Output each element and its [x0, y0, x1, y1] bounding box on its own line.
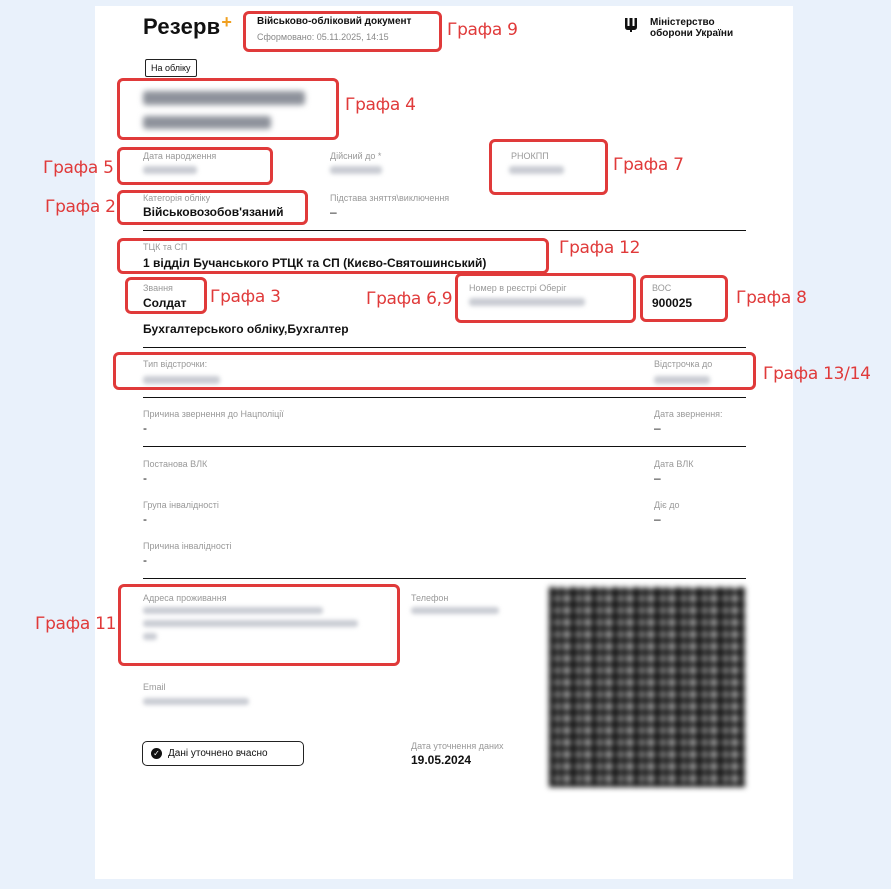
- annotation-grafa-11: Графа 11: [35, 614, 117, 634]
- police-reason-value: -: [143, 421, 147, 435]
- disability-group-label: Група інвалідності: [143, 500, 219, 510]
- valid-until-label: Дійсний до *: [330, 151, 382, 161]
- tck-label: ТЦК та СП: [143, 242, 188, 252]
- vlk-decision-label: Постанова ВЛК: [143, 459, 208, 469]
- mark-box-1314: [113, 352, 756, 390]
- mark-box-69: [455, 273, 636, 323]
- phone-label: Телефон: [411, 593, 449, 603]
- annotation-grafa-8: Графа 8: [736, 288, 807, 308]
- rank-label: Звання: [143, 283, 173, 293]
- document-title: Військово-обліковий документ: [257, 16, 412, 27]
- mark-box-7: [489, 139, 608, 195]
- mark-box-2: [117, 190, 308, 225]
- reserv-logo: Резерв+: [143, 12, 233, 39]
- mark-box-8: [640, 275, 728, 322]
- email-value: [143, 698, 249, 705]
- rnokpp-label: РНОКПП: [511, 151, 549, 161]
- annotation-grafa-69: Графа 6,9: [366, 289, 453, 309]
- disability-group-value: -: [143, 512, 147, 526]
- deferral-type-label: Тип відстрочки:: [143, 359, 208, 369]
- vos-value: 900025: [652, 296, 693, 310]
- refine-date-label: Дата уточнення даних: [411, 741, 504, 751]
- mark-box-4: [117, 78, 339, 140]
- trident-icon: [624, 17, 638, 32]
- ministry-name: Міністерство оборони України: [650, 17, 734, 39]
- refine-date-value: 19.05.2024: [411, 753, 472, 767]
- qr-code: [549, 587, 745, 787]
- data-refined-badge[interactable]: [142, 741, 304, 766]
- appeal-date-label: Дата звернення:: [654, 409, 723, 419]
- address-label: Адреса проживання: [143, 593, 227, 603]
- annotation-grafa-1314: Графа 13/14: [763, 364, 871, 384]
- divider-4: [143, 446, 746, 447]
- divider-3: [143, 397, 746, 398]
- email-label: Email: [143, 682, 166, 692]
- deferral-until-label: Відстрочка до: [654, 359, 713, 369]
- removal-label: Підстава зняття\виключення: [330, 193, 450, 203]
- valid-to-label: Діє до: [654, 500, 680, 510]
- check-circle-icon: ✓: [151, 748, 162, 759]
- removal-value: –: [330, 205, 337, 219]
- police-reason-label: Причина звернення до Нацполіції: [143, 409, 284, 419]
- valid-to-value: –: [654, 512, 661, 526]
- vlk-date-label: Дата ВЛК: [654, 459, 694, 469]
- oberig-label: Номер в реєстрі Оберіг: [469, 283, 567, 293]
- mark-box-12: [117, 238, 549, 274]
- disability-reason-value: -: [143, 553, 147, 567]
- rank-value: Солдат: [143, 296, 187, 310]
- annotation-grafa-3: Графа 3: [210, 287, 281, 307]
- mark-box-11: [118, 584, 400, 666]
- divider-5: [143, 578, 746, 579]
- annotation-grafa-9: Графа 9: [447, 20, 518, 40]
- specialty-value: Бухгалтерського обліку,Бухгалтер: [143, 322, 349, 336]
- disability-reason-label: Причина інвалідності: [143, 541, 232, 551]
- appeal-date-value: –: [654, 421, 661, 435]
- mark-box-9: [243, 11, 442, 52]
- vos-label: ВОС: [652, 283, 672, 293]
- annotation-grafa-5: Графа 5: [43, 158, 114, 178]
- divider-2: [143, 347, 746, 348]
- status-badge: На обліку: [145, 59, 197, 77]
- annotation-grafa-7: Графа 7: [613, 155, 684, 175]
- category-label: Категорія обліку: [143, 193, 211, 203]
- annotation-grafa-2: Графа 2: [45, 197, 116, 217]
- category-value: Військовозобов'язаний: [143, 205, 284, 219]
- vlk-date-value: –: [654, 471, 661, 485]
- phone-value: [411, 607, 499, 614]
- mark-box-5: [117, 147, 273, 185]
- birth-date-label: Дата народження: [143, 151, 217, 161]
- annotation-grafa-4: Графа 4: [345, 95, 416, 115]
- mark-box-3: [125, 277, 207, 314]
- generated-timestamp: Сформовано: 05.11.2025, 14:15: [257, 32, 389, 42]
- divider-1: [143, 230, 746, 231]
- data-refined-label: Дані уточнено вчасно: [168, 748, 268, 759]
- tck-value: 1 відділ Бучанського РТЦК та СП (Києво-Святошинський): [143, 256, 487, 270]
- vlk-decision-value: -: [143, 471, 147, 485]
- annotation-grafa-12: Графа 12: [559, 238, 641, 258]
- valid-until-value: [330, 166, 382, 174]
